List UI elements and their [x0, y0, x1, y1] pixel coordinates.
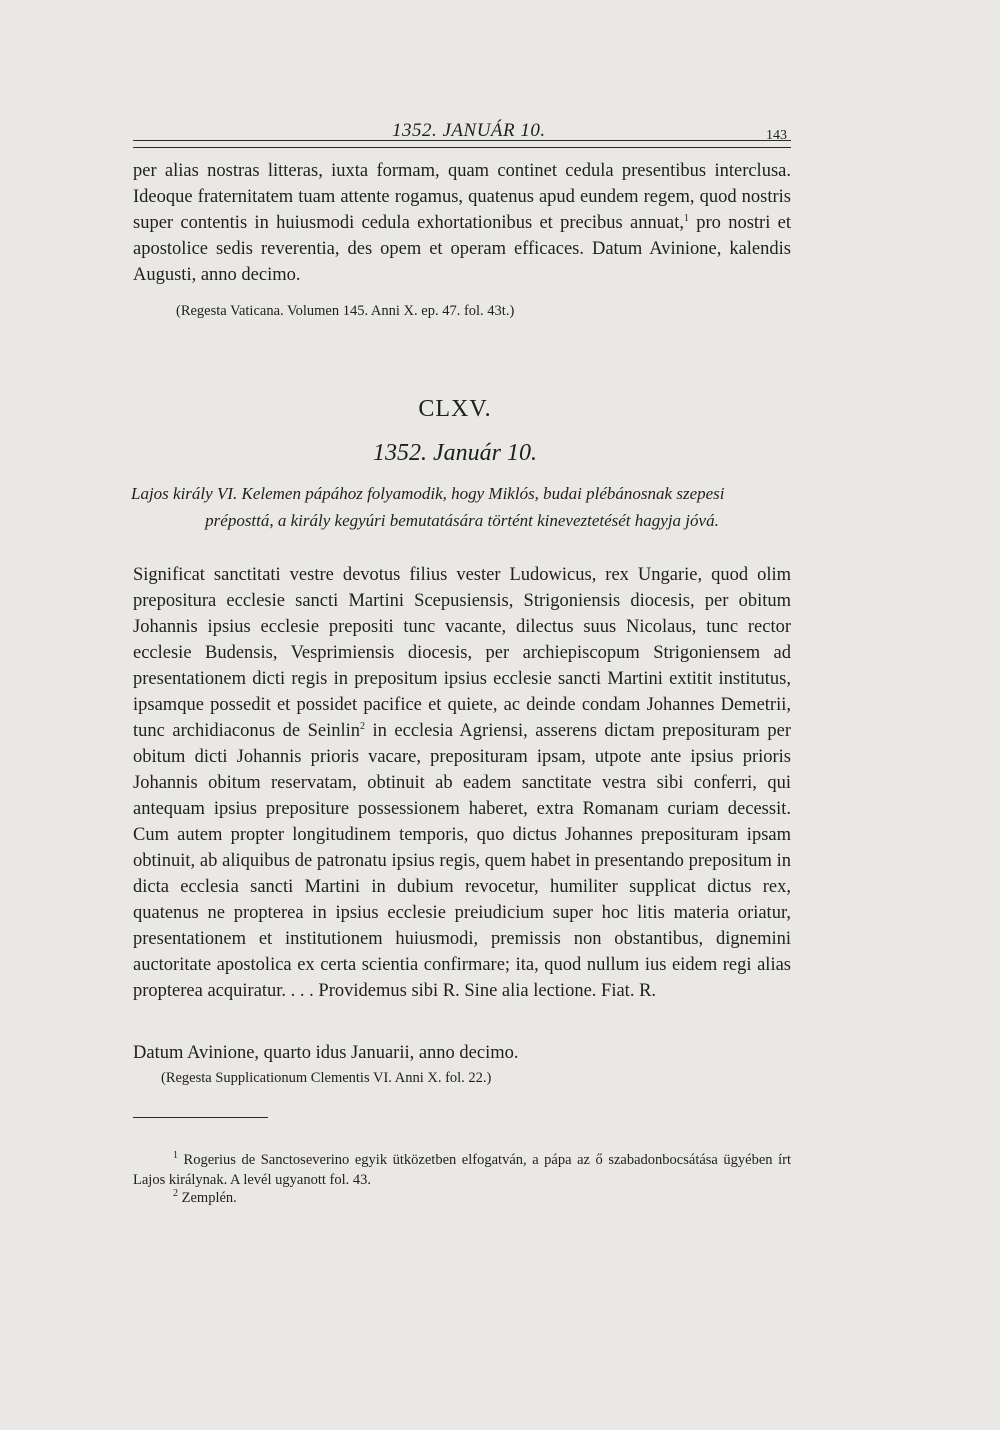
body-text-before-note: Significat sanctitati vestre devotus filius vester Ludowicus, rex Ungarie, quod olim prepositura ecclesie sancti Martini Scepusiensis, Strigoniensis diocesis, per obitum Johannis ipsius ecclesie prepositi tunc vacante, dilectus suus Nicolaus, tunc rector ecclesie Budensis, Vesprimiensis diocesis, per archiepiscopum Strigoniensem ad presentationem dicti regis in prepositum ipsius ecclesie sancti Martini extitit institutus, ipsamque possedit et possidet pacifice et quiete, ac deinde condam Johannes Demetrii, tunc archidiaconus de Seinlin	[133, 565, 791, 741]
footnote-2	[133, 1188, 791, 1208]
summary-line-1: Lajos király VI. Kelemen pápához folyamodik, hogy Miklós, budai plébánosnak szepesi	[131, 484, 725, 503]
footnote-1-text: Rogerius de Sanctoseverino egyik ütközetben elfogatván, a pápa az ő szabadonbocsátása ügyében írt Lajos királynak. A levél ugyanott fol. 43.	[133, 1152, 791, 1188]
page-number: 143	[766, 128, 787, 143]
previous-document-source: (Regesta Vaticana. Volumen 145. Anni X. ep. 47. fol. 43t.)	[176, 303, 515, 319]
document-body	[133, 562, 791, 1004]
document-summary	[131, 480, 793, 534]
header-rule-lower	[133, 147, 791, 148]
previous-text-before-note: per alias nostras litteras, iuxta formam, quam continet cedula presentibus interclusa. Ideoque fraternitatem tuam attente rogamus, quatenus apud eundem regem, quod nostris super contentis in huiusmodi cedula exhortationibus et precibus annuat,	[133, 161, 791, 233]
footnote-ref-2: 2	[360, 720, 365, 732]
document-number: CLXV.	[418, 396, 492, 422]
footnote-2-text: Zemplén.	[178, 1190, 237, 1206]
footnote-1	[133, 1150, 791, 1190]
footnote-1-mark: 1	[173, 1150, 178, 1162]
running-head-title: 1352. JANUÁR 10.	[392, 120, 546, 141]
footnote-rule	[133, 1117, 268, 1118]
body-text-after-note: in ecclesia Agriensi, asserens dictam preposituram per obitum dicti Johannis prioris vacare, preposituram ipsam, utpote ante ipsius prioris Johannis obitum reservatam, obtinuit ab eadem sanctitate vestra sibi conferri, qui antequam ipsius prepositure possessionem haberet, extra Romanam curiam decessit. Cum autem propter longitudinem temporis, quo dictus Johannes preposituram ipsam obtinuit, ab aliquibus de patronatu ipsius regis, quem habet in presentando prepositum in dicta ecclesia sancti Martini in dubium revocetur, humiliter supplicat dictus rex, quatenus ne propterea in ipsius ecclesie preiudicium super hoc litis materia oriatur, presentationem et institutionem huiusmodi, premissis non obstantibus, dignemini auctoritate apostolica ex certa scientia confirmare; ita, quod nullum ius eidem regi alias propterea acquiratur. . . . Providemus sibi R. Sine alia lectione. Fiat. R.	[133, 721, 792, 1001]
document-dating: Datum Avinione, quarto idus Januarii, anno decimo.	[133, 1043, 519, 1063]
document-date: 1352. Január 10.	[373, 440, 537, 466]
footnote-ref-1: 1	[683, 212, 689, 224]
previous-text-after-note: pro nostri et apostolice sedis reverentia, des opem et operam efficaces. Datum Avinione, kalendis Augusti, anno decimo.	[133, 213, 791, 285]
summary-line-2: préposttá, a király kegyúri bemutatására történt kineveztetését hagyja jóvá.	[205, 511, 719, 530]
document-source: (Regesta Supplicationum Clementis VI. Anni X. fol. 22.)	[161, 1070, 492, 1086]
footnote-2-mark: 2	[173, 1188, 178, 1200]
previous-document-text	[133, 158, 791, 288]
